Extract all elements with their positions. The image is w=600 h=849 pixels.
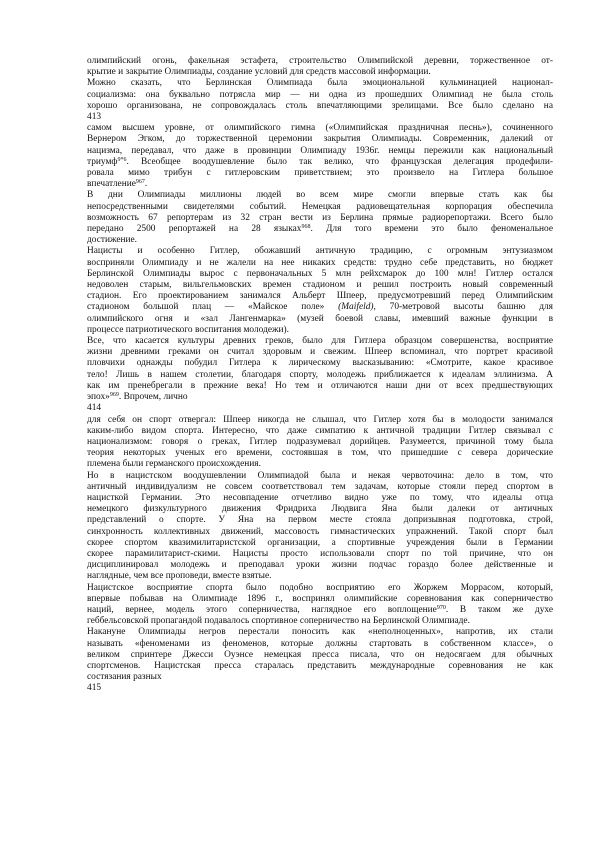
text-line: каким-либо видом спорта. Интересно, что даже симпатию к античной традиции Гитлер связывал с [87,425,553,436]
text-line: теория некоторых ученых его времени, состоявшая в том, что пришедшие с севера дорические [87,448,553,459]
text-line: Нацисты и особенно Гитлер, обожавший античную традицию, с огромным энтузиазмом [87,246,553,257]
text-line: спортсменов. Нацистская пресса старалась представить международные соревнования не как [87,660,553,671]
footnote-ref: 968 [301,224,311,231]
text-line: скорее парамилитарист-скими. Нацисты просто использовали спорт по той причине, что он [87,548,553,559]
text-line: крытие и закрытие Олимпиады, создание условий для средств массовой информации. [87,67,431,78]
text-line: Нацистское восприятие спорта было подобно восприятию его Жоржем Моррасом, который, [87,582,553,593]
text-line: жизни древними греками он считал здоровым и свежим. Шпеер вспоминал, что портрет красивой [87,347,553,358]
text-line: передано 2500 репортажей на 28 языках$^{968}$. Для того времени это было феноменальное [87,224,553,235]
text-line: восприняли Олимпиаду и не жалели на нее никаких средств: трудно себе представить, но бюджет [87,257,553,268]
text-line: самом высшем уровне, от олимпийского гимна («Олимпийская праздничная песнь»), сочиненного [87,123,553,134]
text-line: представлений о спорте. У Яна на первом месте стояла допризывная подготовка, строй, [87,515,553,526]
italic-text: (Maifeld), [338,302,376,313]
text-line: называть «феноменами из феноменов, которые должны стартовать в собственном классе», о [87,638,553,649]
text-line: Вернером Эгком, до торжественной церемонии закрытия Олимпиады. Современник, далекий от [87,134,553,145]
text-line: Можно сказать, что Берлинская Олимпиада была эмоциональной кульминацией национал- [87,78,553,89]
text-line: достижение. [87,235,138,246]
text-line: для себя он спорт отвергал: Шпеер никогда не слышал, что Гитлер хотя бы в молодости занимался [87,414,553,425]
text-line: античный индивидуализм не совсем соответствовал тем задачам, которые стояли перед спортом в [87,481,553,492]
text-line: скорее спортом квазимилитаристской организации, а спортивные учреждения были в Германии [87,537,553,548]
text-line: олимпийский огонь, факельная эстафета, строительство Олимпийской деревни, торжественное от- [87,56,553,66]
text-line: стадион. Его проектированием занимался Альберт Шпеер, предусмотревший перед Олимпийским [87,291,553,302]
text-line: нацизма, передавал, что даже в провинции Олимпиаду 1936г. немцы пережили как национальный [87,145,553,156]
text-line: великом спринтере Джесси Оуэнсе немецкая пресса писала, что он недосягаем для обычных [87,649,553,660]
text-line: стадионом большой плац — «Майское поле» (Maifeld), 70-метровой высоты башню для [87,302,553,313]
footnote-ref: 969 [109,392,119,399]
text-line: национализмом: говоря о греках, Гитлер подразумевал дорийцев. Разумеется, причиной тому была [87,436,553,447]
text-line: возможность 67 репортерам из 32 стран вести из Берлина прямые радиорепортажи. Всего было [87,212,553,223]
text-line: 414 [87,403,102,414]
text-line: 413 [87,112,102,123]
text-line: недоволен старым, вильгельмовских времен стадионом и решил построить новый современный [87,280,553,291]
text-line: геббельсовской пропагандой подавалось спортивное соперничество на Берлинской Олимпиаде. [87,616,470,627]
text-line: социализма: она буквально потрясла мир — ни одна из прошедших Олимпиад не была столь [87,89,553,100]
text-line: пловчихи однажды побудил Гитлера к лирическому высказыванию: «Смотрите, какое красивое [87,358,553,369]
text-line: ровала мимо трибун с гитлеровским приветствием; это произвело на Гитлера большое [87,168,553,179]
text-line: тело! Лишь в нашем столетии, благодаря спорту, молодежь приближается к идеалам эллинизма. А [87,369,553,380]
footnote-ref: 967 [135,179,145,186]
text-line: триумф$^{9*6}$. Всеобщее воодушевление было так велико, что французская делегация продефили- [87,156,553,167]
text-line: Все, что касается культуры древних греков, было для Гитлера образцом совершенства, восприятие [87,336,553,347]
text-line: Берлинской Олимпиады вырос с первоначальных 5 млн рейхсмарок до 100 млн! Гитлер остался [87,268,553,279]
text-line: Но в нацистском воодушевлении Олимпиадой была и некая червоточина: дело в том, что [87,470,553,481]
text-line: Накануне Олимпиады негров перестали поносить как «неполноценных», напротив, их стали [87,627,553,638]
text-line: эпох»$^{969}$. Впрочем, лично [87,392,188,403]
text-line: немецкого физкультурного движения Фридриха Людвига Яна были далеки от античных [87,504,553,515]
text-line: синхронность коллективных движений, массовость гимнастических упражнений. Такой спорт был [87,526,553,537]
text-line: 415 [87,683,102,694]
text-line: процессе патриотического воспитания молодежи). [87,324,289,335]
text-line: В дни Олимпиады миллионы людей во всем мире смогли впервые стать как бы [87,190,553,201]
text-line: племена были германского происхождения. [87,459,261,470]
text-line: дисциплинировал молодежь и преподавал уроки жизни подчас гораздо более действенные и [87,560,553,571]
text-line: хорошо организована, не сопровождалась столь впечатляющими зрелищами. Все было сделано на [87,100,553,111]
text-line: наций, вернее, модель этого соперничества, наглядное его воплощение$^{970}$. В таком же духе [87,604,553,615]
text-line: непосредственными свидетелями событий. Немецкая радиовещательная корпорация обеспечила [87,201,553,212]
text-line: впечатление$^{967}$. [87,179,148,190]
footnote-ref: 970 [436,604,446,611]
text-line: состязания разных [87,672,162,683]
footnote-ref: 9*6 [117,156,127,163]
text-line: олимпийского огня и «зал Лангенмарка» (музей боевой славы, имевший важные функции в [87,313,553,324]
text-line: как им пренебрегали в прежние века! Но тем и отличаются наши дни от всех предшествующих [87,380,553,391]
text-line: наглядные, чем все проповеди, вместе взятые. [87,571,272,582]
text-line: нацисткой Германии. Это несовпадение отчетливо видно уже по тому, что идеалы отца [87,492,553,503]
text-line: впервые побывав на Олимпиаде 1896 г., воспринял олимпийские соревнования как соперничество [87,593,553,604]
